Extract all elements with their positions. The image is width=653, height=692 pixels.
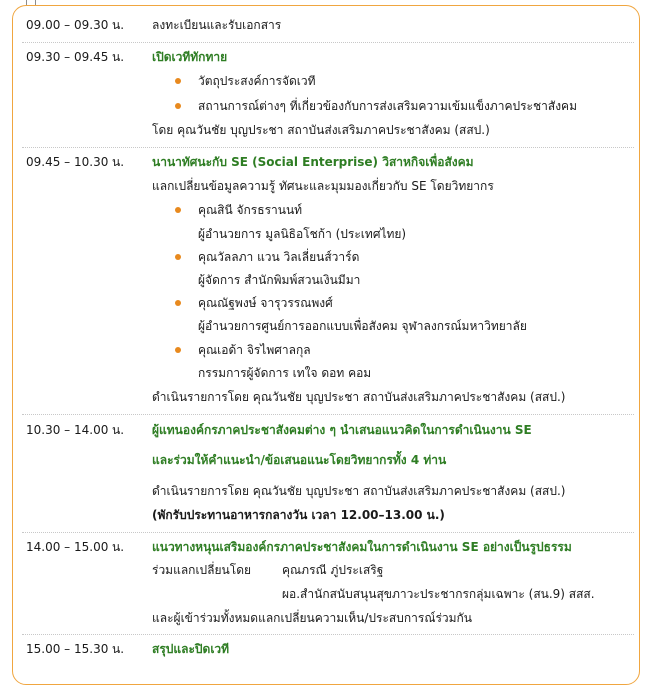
bullet-icon <box>175 103 181 109</box>
time-unit-4: น. <box>112 423 125 437</box>
bullet-icon <box>175 300 181 306</box>
time-unit-3: น. <box>112 155 125 169</box>
agenda-title-presentations-cont: และร่วมให้คำแนะนำ/ข้อเสนอแนะโดยวิทยากรทั้ง 4 ท่าน <box>152 453 447 467</box>
separator <box>22 147 634 148</box>
time-slot-1: 09.00 – 09.30 <box>26 18 109 32</box>
separator <box>22 532 634 533</box>
time-unit-6: น. <box>112 642 125 656</box>
speaker-name: คุณสินี จักรธรานนท์ <box>198 203 303 217</box>
separator <box>22 42 634 43</box>
speaker-role: ผู้จัดการ สำนักพิมพ์สวนเงินมีมา <box>198 273 361 287</box>
agenda-title-opening: เปิดเวทีทักทาย <box>152 50 228 64</box>
exchange-speaker-name: คุณภรณี ภู่ประเสริฐ <box>282 563 384 577</box>
speaker-role: ผู้อำนวยการศูนย์การออกแบบเพื่อสังคม จุฬาลงกรณ์มหาวิทยาลัย <box>198 319 527 333</box>
time-slot-5: 14.00 – 15.00 <box>26 540 109 554</box>
bullet-item-objective: วัตถุประสงค์การจัดเวที <box>198 74 316 88</box>
time-unit-5: น. <box>112 540 125 554</box>
time-slot-3: 09.45 – 10.30 <box>26 155 109 169</box>
time-slot-4: 10.30 – 14.00 <box>26 423 109 437</box>
separator <box>22 634 634 635</box>
time-slot-2: 09.30 – 09.45 <box>26 50 109 64</box>
agenda-title-presentations: ผู้แทนองค์กรภาคประชาสังคมต่าง ๆ นำเสนอแนวคิดในการดำเนินงาน SE <box>152 423 532 437</box>
agenda-title-closing: สรุปและปิดเวที <box>152 642 230 656</box>
agenda-title-support: แนวทางหนุนเสริมองค์กรภาคประชาสังคมในการดำเนินงาน SE อย่างเป็นรูปธรรม <box>152 540 572 554</box>
exchange-speaker-role: ผอ.สำนักสนับสนุนสุขภาวะประชากรกลุ่มเฉพาะ (สน.9) สสส. <box>282 587 595 601</box>
time-unit-1: น. <box>112 18 125 32</box>
speaker-name: คุณเอด้า จิรไพศาลกุล <box>198 343 311 357</box>
speaker-name: คุณณัฐพงษ์ จารุวรรณพงศ์ <box>198 296 333 310</box>
bullet-item-situation: สถานการณ์ต่างๆ ที่เกี่ยวข้องกับการส่งเสริมความเข้มแข็งภาคประชาสังคม <box>198 99 577 113</box>
participants-exchange: และผู้เข้าร่วมทั้งหมดแลกเปลี่ยนความเห็น/ประสบการณ์ร่วมกัน <box>152 611 473 625</box>
bullet-icon <box>175 254 181 260</box>
lunch-break-note: (พักรับประทานอาหารกลางวัน เวลา 12.00–13.00 น.) <box>152 508 445 522</box>
bullet-icon <box>175 347 181 353</box>
speaker-role: กรรมการผู้จัดการ เทใจ ดอท คอม <box>198 366 372 380</box>
agenda-item-registration: ลงทะเบียนและรับเอกสาร <box>152 18 282 32</box>
bullet-icon <box>175 207 181 213</box>
agenda-title-se-perspectives: นานาทัศนะกับ SE (Social Enterprise) วิสาหกิจเพื่อสังคม <box>152 155 474 169</box>
presenter-credit: โดย คุณวันชัย บุญประชา สถาบันส่งเสริมภาคประชาสังคม (สสป.) <box>152 123 490 137</box>
bullet-icon <box>175 78 181 84</box>
moderator-credit: ดำเนินรายการโดย คุณวันชัย บุญประชา สถาบันส่งเสริมภาคประชาสังคม (สสป.) <box>152 484 566 498</box>
speaker-name: คุณวัลลภา แวน วิลเลี่ยนส์วาร์ด <box>198 250 360 264</box>
moderator-credit: ดำเนินรายการโดย คุณวันชัย บุญประชา สถาบันส่งเสริมภาคประชาสังคม (สสป.) <box>152 390 566 404</box>
separator <box>22 414 634 415</box>
speaker-role: ผู้อำนวยการ มูลนิธิอโชก้า (ประเทศไทย) <box>198 227 407 241</box>
agenda-intro: แลกเปลี่ยนข้อมูลความรู้ ทัศนะและมุมมองเกี่ยวกับ SE โดยวิทยากร <box>152 179 494 193</box>
exchange-label: ร่วมแลกเปลี่ยนโดย <box>152 563 252 577</box>
time-slot-6: 15.00 – 15.30 <box>26 642 109 656</box>
time-unit-2: น. <box>112 50 125 64</box>
